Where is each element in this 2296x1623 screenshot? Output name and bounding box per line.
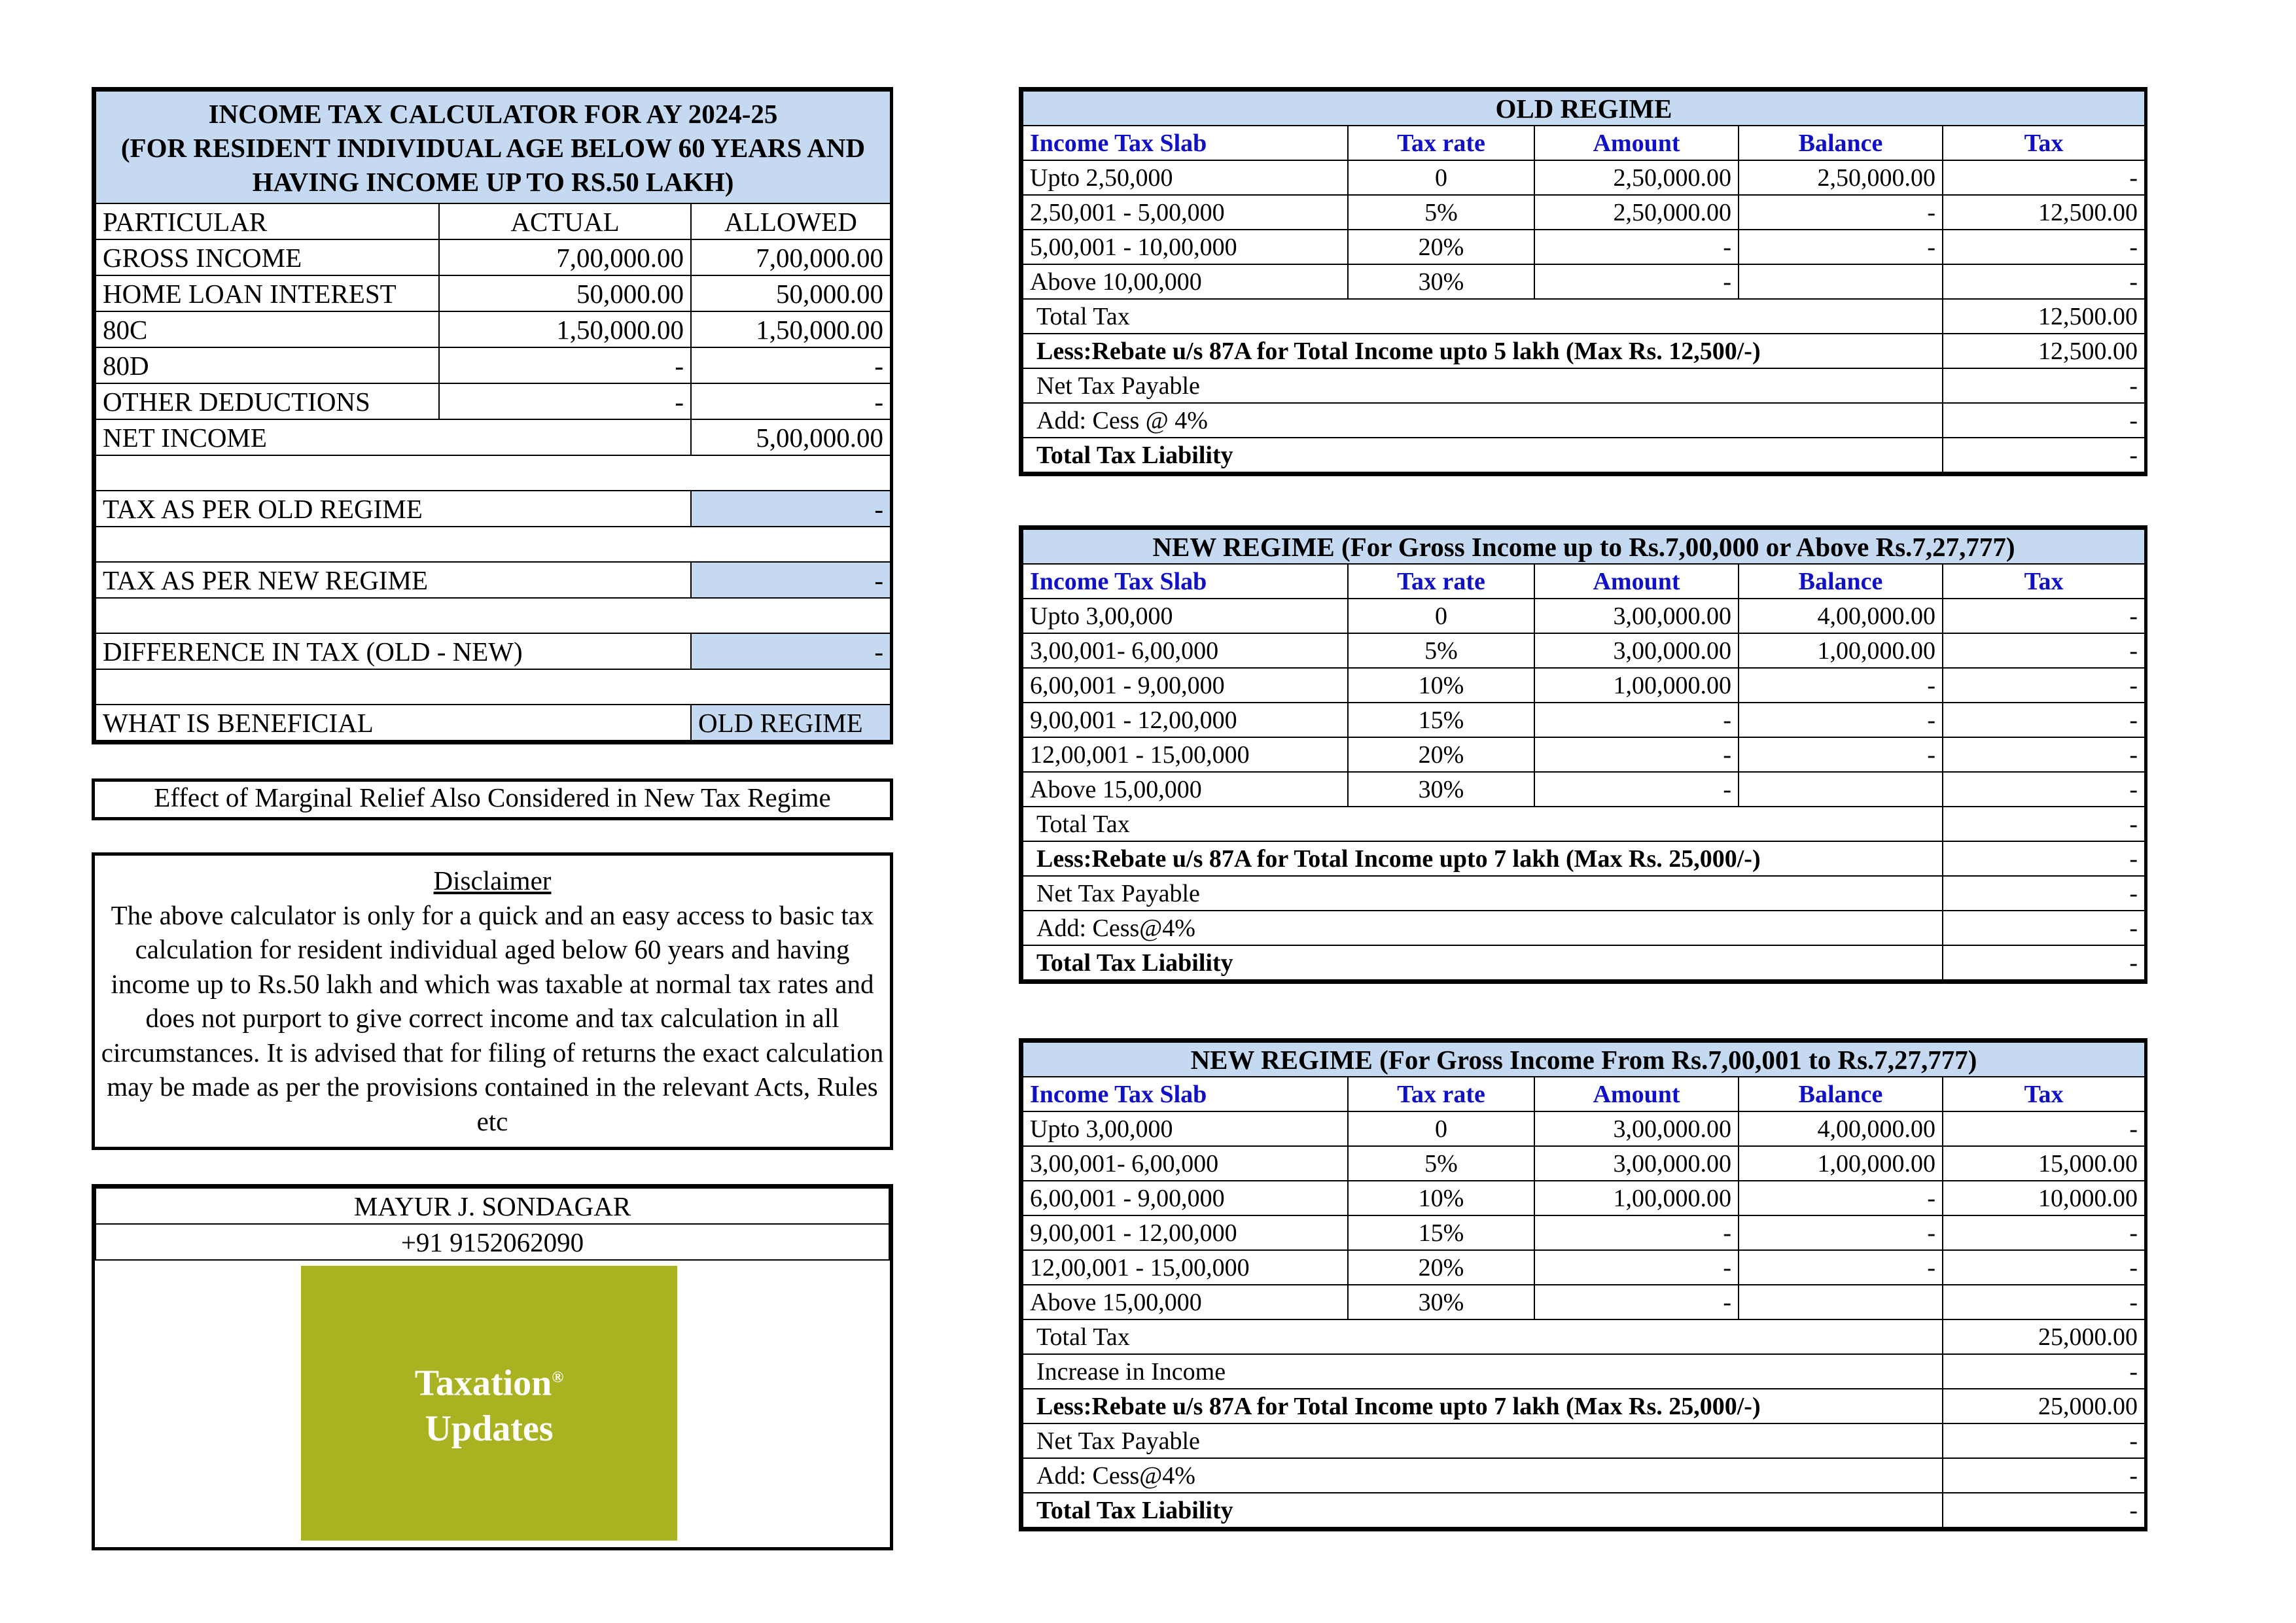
slab-amount: - <box>1534 772 1739 807</box>
contact-name: MAYUR J. SONDAGAR <box>96 1188 889 1224</box>
slab-balance: - <box>1739 668 1943 703</box>
summary-row <box>1023 945 2145 980</box>
slab-slab: Above 10,00,000 <box>1023 264 1348 299</box>
summary-label: Add: Cess@4% <box>1023 911 1943 945</box>
slab-balance <box>1739 772 1943 807</box>
summary-label: Add: Cess@4% <box>1023 1458 1943 1493</box>
slab-tax: - <box>1943 1111 2145 1146</box>
slab-balance: - <box>1739 1181 1943 1215</box>
disclaimer-box <box>92 852 893 1150</box>
summary-row <box>1023 334 2145 368</box>
summary-row <box>1023 1389 2145 1423</box>
disclaimer-title: Disclaimer <box>433 865 552 896</box>
slab-slab: 12,00,001 - 15,00,000 <box>1023 737 1348 772</box>
summary-label: Total Tax Liability <box>1023 945 1943 980</box>
slab-row <box>1023 772 2145 807</box>
summary-value: - <box>1943 1493 2145 1527</box>
summary-value: 25,000.00 <box>1943 1319 2145 1354</box>
slab-rate: 30% <box>1348 264 1534 299</box>
slab-slab: 9,00,001 - 12,00,000 <box>1023 703 1348 737</box>
slab-amount: - <box>1534 1285 1739 1319</box>
summary-row <box>1023 438 2145 472</box>
slab-row <box>1023 668 2145 703</box>
slab-tax: - <box>1943 668 2145 703</box>
summary-row <box>1023 403 2145 438</box>
slab-rate: 5% <box>1348 195 1534 230</box>
new-regime-marginal-column-headers: Income Tax Slab Tax rate Amount Balance Tax <box>1023 1077 2145 1111</box>
slab-slab: Upto 2,50,000 <box>1023 160 1348 195</box>
calculator-panel <box>92 87 893 744</box>
slab-slab: 3,00,001- 6,00,000 <box>1023 1146 1348 1181</box>
slab-amount: 3,00,000.00 <box>1534 1146 1739 1181</box>
slab-amount: 3,00,000.00 <box>1534 633 1739 668</box>
row-net-income: NET INCOME 5,00,000.00 <box>96 419 891 455</box>
summary-label: Total Tax <box>1023 807 1943 841</box>
slab-amount: - <box>1534 703 1739 737</box>
slab-rate: 0 <box>1348 160 1534 195</box>
slab-slab: Above 15,00,000 <box>1023 772 1348 807</box>
summary-value: 12,500.00 <box>1943 334 2145 368</box>
slab-row <box>1023 195 2145 230</box>
summary-row <box>1023 368 2145 403</box>
summary-row <box>1023 807 2145 841</box>
slab-amount: - <box>1534 264 1739 299</box>
contact-box <box>92 1184 893 1550</box>
summary-label: Total Tax Liability <box>1023 1493 1943 1527</box>
summary-value: - <box>1943 1458 2145 1493</box>
summary-row <box>1023 1423 2145 1458</box>
slab-amount: 3,00,000.00 <box>1534 1111 1739 1146</box>
summary-value: - <box>1943 438 2145 472</box>
new-regime-standard-panel <box>1019 525 2147 984</box>
row-new-regime-tax: TAX AS PER NEW REGIME - <box>96 562 891 598</box>
slab-tax: - <box>1943 1250 2145 1285</box>
summary-label: Total Tax <box>1023 1319 1943 1354</box>
row-80d: 80D - - <box>96 347 891 383</box>
slab-row <box>1023 737 2145 772</box>
80c-actual[interactable]: 1,50,000.00 <box>439 311 691 347</box>
summary-value: - <box>1943 911 2145 945</box>
summary-label: Add: Cess @ 4% <box>1023 403 1943 438</box>
slab-tax: - <box>1943 633 2145 668</box>
slab-amount: - <box>1534 1215 1739 1250</box>
slab-rate: 30% <box>1348 772 1534 807</box>
slab-tax: - <box>1943 160 2145 195</box>
summary-value: - <box>1943 403 2145 438</box>
slab-slab: 6,00,001 - 9,00,000 <box>1023 668 1348 703</box>
slab-row <box>1023 264 2145 299</box>
slab-amount: 3,00,000.00 <box>1534 599 1739 633</box>
slab-rate: 5% <box>1348 633 1534 668</box>
summary-row <box>1023 299 2145 334</box>
summary-value: - <box>1943 841 2145 876</box>
row-80c: 80C 1,50,000.00 1,50,000.00 <box>96 311 891 347</box>
marginal-relief-note: Effect of Marginal Relief Also Considered in New Tax Regime <box>92 778 893 820</box>
disclaimer-text: The above calculator is only for a quick and an easy access to basic tax calculation for resident individual aged below 60 years and having income up to Rs.50 lakh and which was taxable at normal tax rates and does not purport to give correct income and tax calculation in all circumstances. It is advised that for filing of returns the exact calculation may be made as per the provisions contained in the relevant Acts, Rules etc <box>101 899 884 1136</box>
slab-amount: 1,00,000.00 <box>1534 668 1739 703</box>
slab-balance: 4,00,000.00 <box>1739 1111 1943 1146</box>
old-regime-title: OLD REGIME <box>1023 91 2145 126</box>
summary-row <box>1023 1319 2145 1354</box>
taxation-updates-logo: Taxation® Updates <box>301 1266 677 1541</box>
gross-income-actual[interactable]: 7,00,000.00 <box>439 239 691 275</box>
summary-label: Less:Rebate u/s 87A for Total Income upto 5 lakh (Max Rs. 12,500/-) <box>1023 334 1943 368</box>
slab-slab: Above 15,00,000 <box>1023 1285 1348 1319</box>
contact-phone: +91 9152062090 <box>96 1224 889 1260</box>
slab-balance: - <box>1739 1250 1943 1285</box>
old-regime-column-headers: Income Tax Slab Tax rate Amount Balance Tax <box>1023 126 2145 160</box>
slab-row <box>1023 703 2145 737</box>
slab-row <box>1023 599 2145 633</box>
slab-balance: 2,50,000.00 <box>1739 160 1943 195</box>
slab-tax: - <box>1943 772 2145 807</box>
summary-row <box>1023 1493 2145 1527</box>
col-particular: PARTICULAR <box>96 203 439 239</box>
summary-row <box>1023 911 2145 945</box>
summary-label: Less:Rebate u/s 87A for Total Income upto 7 lakh (Max Rs. 25,000/-) <box>1023 1389 1943 1423</box>
slab-row <box>1023 633 2145 668</box>
summary-label: Net Tax Payable <box>1023 876 1943 911</box>
summary-label: Net Tax Payable <box>1023 1423 1943 1458</box>
slab-rate: 10% <box>1348 1181 1534 1215</box>
slab-slab: 9,00,001 - 12,00,000 <box>1023 1215 1348 1250</box>
summary-label: Net Tax Payable <box>1023 368 1943 403</box>
slab-tax: - <box>1943 264 2145 299</box>
slab-balance: 4,00,000.00 <box>1739 599 1943 633</box>
slab-amount: 2,50,000.00 <box>1534 160 1739 195</box>
summary-value: - <box>1943 368 2145 403</box>
slab-tax: - <box>1943 737 2145 772</box>
slab-row <box>1023 160 2145 195</box>
slab-rate: 20% <box>1348 737 1534 772</box>
summary-value: - <box>1943 876 2145 911</box>
slab-balance <box>1739 264 1943 299</box>
slab-row <box>1023 1181 2145 1215</box>
summary-label: Total Tax Liability <box>1023 438 1943 472</box>
summary-row <box>1023 1458 2145 1493</box>
slab-tax: 12,500.00 <box>1943 195 2145 230</box>
row-other-deductions: OTHER DEDUCTIONS - - <box>96 383 891 419</box>
slab-amount: - <box>1534 1250 1739 1285</box>
summary-value: 12,500.00 <box>1943 299 2145 334</box>
slab-slab: 6,00,001 - 9,00,000 <box>1023 1181 1348 1215</box>
summary-label: Total Tax <box>1023 299 1943 334</box>
slab-rate: 5% <box>1348 1146 1534 1181</box>
new-regime-standard-title: NEW REGIME (For Gross Income up to Rs.7,00,000 or Above Rs.7,27,777) <box>1023 529 2145 564</box>
slab-balance <box>1739 1285 1943 1319</box>
slab-rate: 30% <box>1348 1285 1534 1319</box>
calculator-table <box>95 90 891 741</box>
summary-value: - <box>1943 1354 2145 1389</box>
row-gross-income: GROSS INCOME 7,00,000.00 7,00,000.00 <box>96 239 891 275</box>
slab-balance: - <box>1739 737 1943 772</box>
slab-rate: 20% <box>1348 1250 1534 1285</box>
slab-slab: 5,00,001 - 10,00,000 <box>1023 230 1348 264</box>
col-actual: ACTUAL <box>439 203 691 239</box>
summary-value: - <box>1943 807 2145 841</box>
slab-tax: - <box>1943 599 2145 633</box>
calculator-title: INCOME TAX CALCULATOR FOR AY 2024-25 (FOR RESIDENT INDIVIDUAL AGE BELOW 60 YEARS AND HAVING INCOME UP TO RS.50 LAKH) <box>96 91 891 203</box>
slab-balance: 1,00,000.00 <box>1739 1146 1943 1181</box>
home-loan-actual[interactable]: 50,000.00 <box>439 275 691 311</box>
slab-tax: - <box>1943 1285 2145 1319</box>
slab-amount: - <box>1534 737 1739 772</box>
summary-value: 25,000.00 <box>1943 1389 2145 1423</box>
slab-tax: - <box>1943 1215 2145 1250</box>
summary-value: - <box>1943 1423 2145 1458</box>
row-beneficial: WHAT IS BENEFICIAL OLD REGIME <box>96 705 891 741</box>
summary-label: Increase in Income <box>1023 1354 1943 1389</box>
col-allowed: ALLOWED <box>691 203 891 239</box>
summary-value: - <box>1943 945 2145 980</box>
slab-balance: - <box>1739 195 1943 230</box>
row-difference: DIFFERENCE IN TAX (OLD - NEW) - <box>96 633 891 669</box>
other-deductions-actual[interactable]: - <box>439 383 691 419</box>
slab-row <box>1023 1146 2145 1181</box>
slab-balance: - <box>1739 1215 1943 1250</box>
slab-row <box>1023 1111 2145 1146</box>
slab-amount: 1,00,000.00 <box>1534 1181 1739 1215</box>
slab-tax: 10,000.00 <box>1943 1181 2145 1215</box>
summary-label: Less:Rebate u/s 87A for Total Income upto 7 lakh (Max Rs. 25,000/-) <box>1023 841 1943 876</box>
slab-slab: 12,00,001 - 15,00,000 <box>1023 1250 1348 1285</box>
slab-amount: - <box>1534 230 1739 264</box>
slab-row <box>1023 1285 2145 1319</box>
slab-amount: 2,50,000.00 <box>1534 195 1739 230</box>
summary-row <box>1023 876 2145 911</box>
summary-row <box>1023 841 2145 876</box>
slab-rate: 0 <box>1348 1111 1534 1146</box>
summary-row <box>1023 1354 2145 1389</box>
slab-rate: 15% <box>1348 703 1534 737</box>
old-regime-panel <box>1019 87 2147 476</box>
new-regime-marginal-panel <box>1019 1038 2147 1531</box>
slab-slab: Upto 3,00,000 <box>1023 1111 1348 1146</box>
slab-tax: 15,000.00 <box>1943 1146 2145 1181</box>
row-home-loan-interest: HOME LOAN INTEREST 50,000.00 50,000.00 <box>96 275 891 311</box>
slab-row <box>1023 230 2145 264</box>
slab-rate: 0 <box>1348 599 1534 633</box>
slab-row <box>1023 1215 2145 1250</box>
slab-balance: 1,00,000.00 <box>1739 633 1943 668</box>
slab-rate: 10% <box>1348 668 1534 703</box>
slab-balance: - <box>1739 230 1943 264</box>
slab-slab: 2,50,001 - 5,00,000 <box>1023 195 1348 230</box>
slab-tax: - <box>1943 703 2145 737</box>
slab-rate: 15% <box>1348 1215 1534 1250</box>
row-old-regime-tax: TAX AS PER OLD REGIME - <box>96 491 891 527</box>
slab-row <box>1023 1250 2145 1285</box>
slab-balance: - <box>1739 703 1943 737</box>
80d-actual[interactable]: - <box>439 347 691 383</box>
slab-tax: - <box>1943 230 2145 264</box>
new-regime-standard-column-headers: Income Tax Slab Tax rate Amount Balance Tax <box>1023 564 2145 599</box>
new-regime-marginal-title: NEW REGIME (For Gross Income From Rs.7,00,001 to Rs.7,27,777) <box>1023 1042 2145 1077</box>
slab-slab: 3,00,001- 6,00,000 <box>1023 633 1348 668</box>
slab-rate: 20% <box>1348 230 1534 264</box>
slab-slab: Upto 3,00,000 <box>1023 599 1348 633</box>
